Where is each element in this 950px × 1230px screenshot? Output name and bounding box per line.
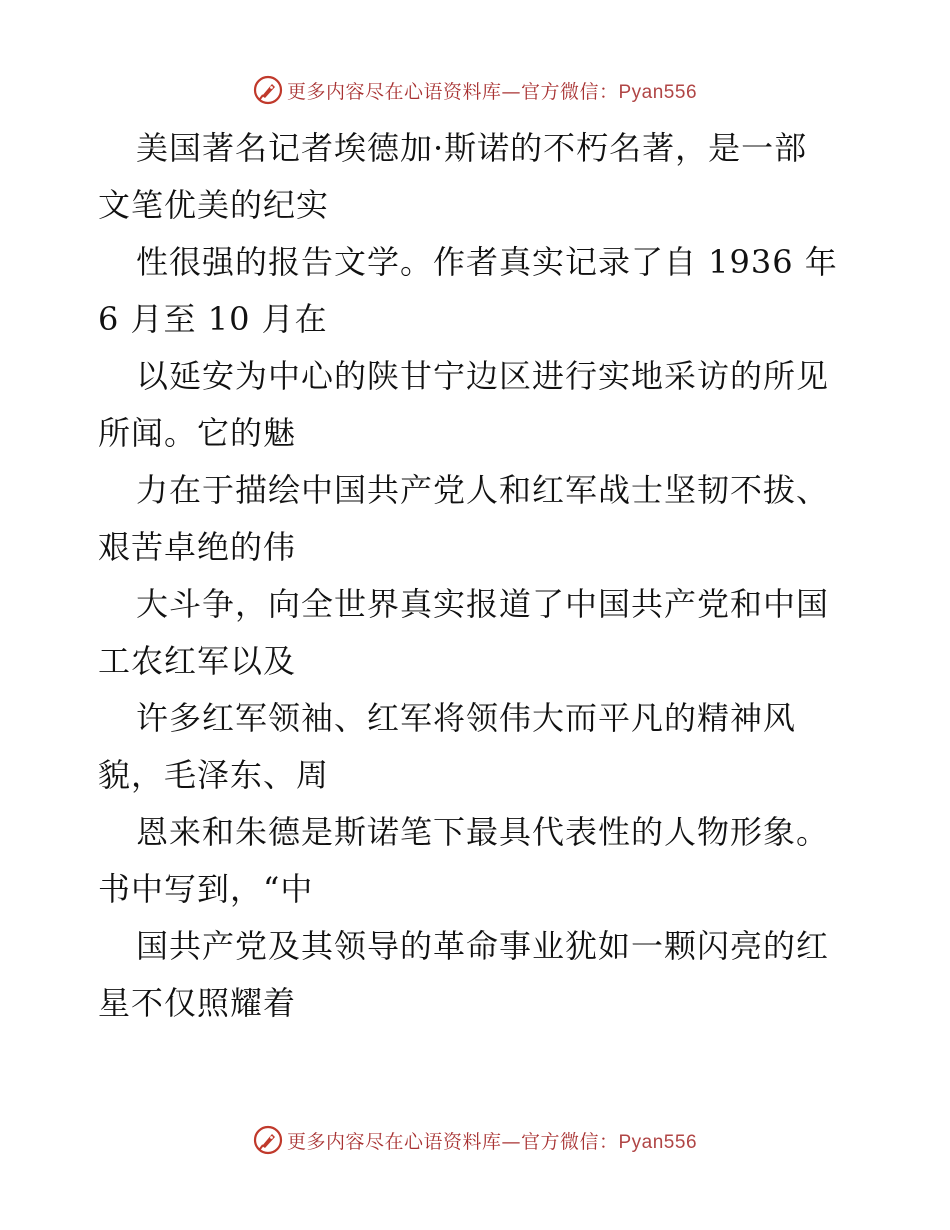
footer-banner-handle: Pyan556 — [618, 1131, 698, 1153]
text-line: 以延安为中心的陕甘宁边区进行实地采访的所见 — [136, 357, 830, 395]
text-line: 美国著名记者埃德加·斯诺的不朽名著，是一部 — [136, 129, 808, 167]
text-line: 书中写到，“中 — [98, 870, 314, 908]
pen-nib-logo-icon — [253, 1125, 283, 1155]
text-line: 星不仅照耀着 — [98, 984, 297, 1022]
footer-banner — [0, 1120, 950, 1160]
text-line: 性很强的报告文学。作者真实记录了自 1936 年 — [136, 243, 838, 281]
text-line: 艰苦卓绝的伟 — [98, 528, 297, 566]
text-line: 工农红军以及 — [98, 642, 297, 680]
footer-banner-label: 更多内容尽在心语资料库—官方微信： — [286, 1130, 619, 1153]
text-line: 文笔优美的纪实 — [98, 186, 330, 224]
document-body — [98, 120, 858, 1032]
header-banner — [0, 70, 950, 110]
text-line: 6 月至 10 月在 — [98, 300, 328, 338]
header-banner-handle: Pyan556 — [618, 81, 698, 103]
header-banner-label: 更多内容尽在心语资料库—官方微信： — [286, 80, 619, 103]
text-line: 所闻。它的魅 — [98, 414, 297, 452]
pen-nib-logo-icon — [253, 75, 283, 105]
text-line: 恩来和朱德是斯诺笔下最具代表性的人物形象。 — [136, 813, 830, 851]
text-line: 大斗争，向全世界真实报道了中国共产党和中国 — [136, 585, 830, 623]
header-banner-text — [287, 77, 697, 104]
footer-banner-text — [287, 1127, 697, 1154]
text-line: 力在于描绘中国共产党人和红军战士坚韧不拔、 — [136, 471, 830, 509]
text-line: 许多红军领袖、红军将领伟大而平凡的精神风 — [136, 699, 797, 737]
text-line: 貌，毛泽东、周 — [98, 756, 330, 794]
text-line: 国共产党及其领导的革命事业犹如一颗闪亮的红 — [136, 927, 830, 965]
